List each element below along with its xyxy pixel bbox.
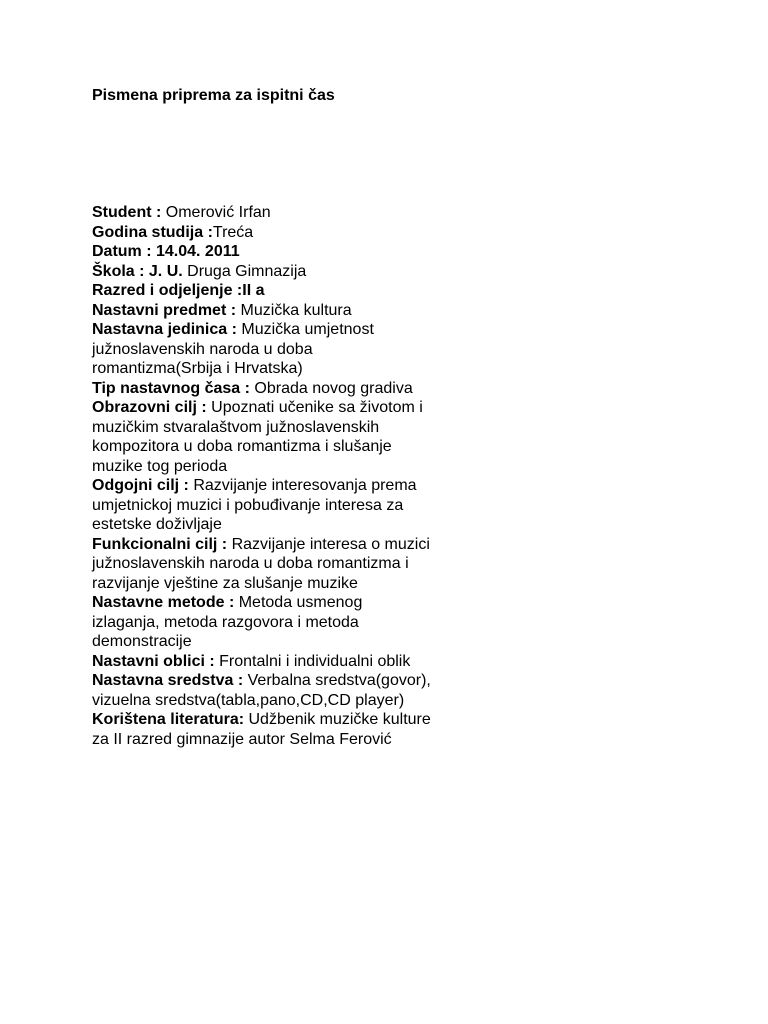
field-label: Nastavna jedinica : — [92, 321, 242, 338]
field-label: Odgojni cilj : — [92, 477, 194, 494]
field-nastavna-sredstva — [92, 671, 432, 710]
document-title: Pismena priprema za ispitni čas — [92, 87, 335, 104]
field-value: Muzička umjetnost južnoslavenskih naroda u doba romantizma(Srbija i Hrvatska) — [92, 321, 374, 377]
field-nastavne-metode — [92, 593, 432, 652]
field-datum — [92, 242, 432, 262]
field-value: Druga Gimnazija — [187, 262, 307, 280]
field-funkcionalni-cilj — [92, 535, 432, 594]
field-odgojni-cilj — [92, 476, 432, 535]
field-label: Funkcionalni cilj : — [92, 535, 232, 553]
field-obrazovni-cilj — [92, 398, 432, 476]
field-value: Obrada novog gradiva — [254, 379, 413, 397]
field-value: Frontalni i individualni oblik — [219, 652, 411, 670]
field-value: Verbalna sredstva(govor), vizuelna sredstva(tabla,pano,CD,CD player) — [92, 672, 431, 709]
field-nastavna-jedinica — [92, 320, 432, 379]
field-label: Nastavni predmet : — [92, 301, 241, 319]
field-label: Nastavni oblici : — [92, 652, 220, 670]
field-value: Treća — [212, 223, 254, 241]
field-value: Razvijanje interesa o muzici južnoslavenskih naroda u doba romantizma i razvijanje vještine za slušanje muzike — [92, 535, 430, 592]
field-label: Student : — [92, 204, 166, 221]
field-label: Obrazovni cilj : — [92, 399, 212, 416]
field-value: Udžbenik muzičke kulture za II razred gimnazije autor Selma Ferović — [92, 711, 431, 748]
field-koristena-literatura — [92, 710, 432, 749]
field-label: Godina studija : — [92, 223, 213, 241]
lesson-plan-fields — [92, 203, 432, 749]
field-label: Korištena literatura: — [92, 711, 249, 728]
field-razred — [92, 281, 432, 301]
field-value: Upoznati učenike sa životom i muzičkim stvaralaštvom južnoslavenskih kompozitora u doba romantizma i slušanje muzike tog perioda — [92, 399, 423, 475]
field-label: Škola : J. U. — [92, 262, 188, 280]
field-label: Nastavne metode : — [92, 594, 239, 611]
field-nastavni-predmet — [92, 301, 432, 321]
field-value: Metoda usmenog izlaganja, metoda razgovora i metoda demonstracije — [92, 594, 363, 650]
field-nastavni-oblici — [92, 652, 432, 672]
field-label: Datum : 14.04. 2011 — [92, 243, 240, 260]
field-tip-casa — [92, 379, 432, 399]
field-skola — [92, 262, 432, 282]
field-value: Omerović Irfan — [165, 204, 271, 221]
field-label: Tip nastavnog časa : — [92, 379, 255, 397]
field-value: Muzička kultura — [240, 301, 352, 319]
field-value: Razvijanje interesovanja prema umjetnickoj muzici i pobuđivanje interesa za estetske doživljaje — [92, 477, 417, 533]
field-student — [92, 203, 432, 223]
field-label: Razred i odjeljenje :II a — [92, 282, 265, 299]
field-label: Nastavna sredstva : — [92, 672, 248, 689]
field-godina-studija — [92, 223, 432, 243]
